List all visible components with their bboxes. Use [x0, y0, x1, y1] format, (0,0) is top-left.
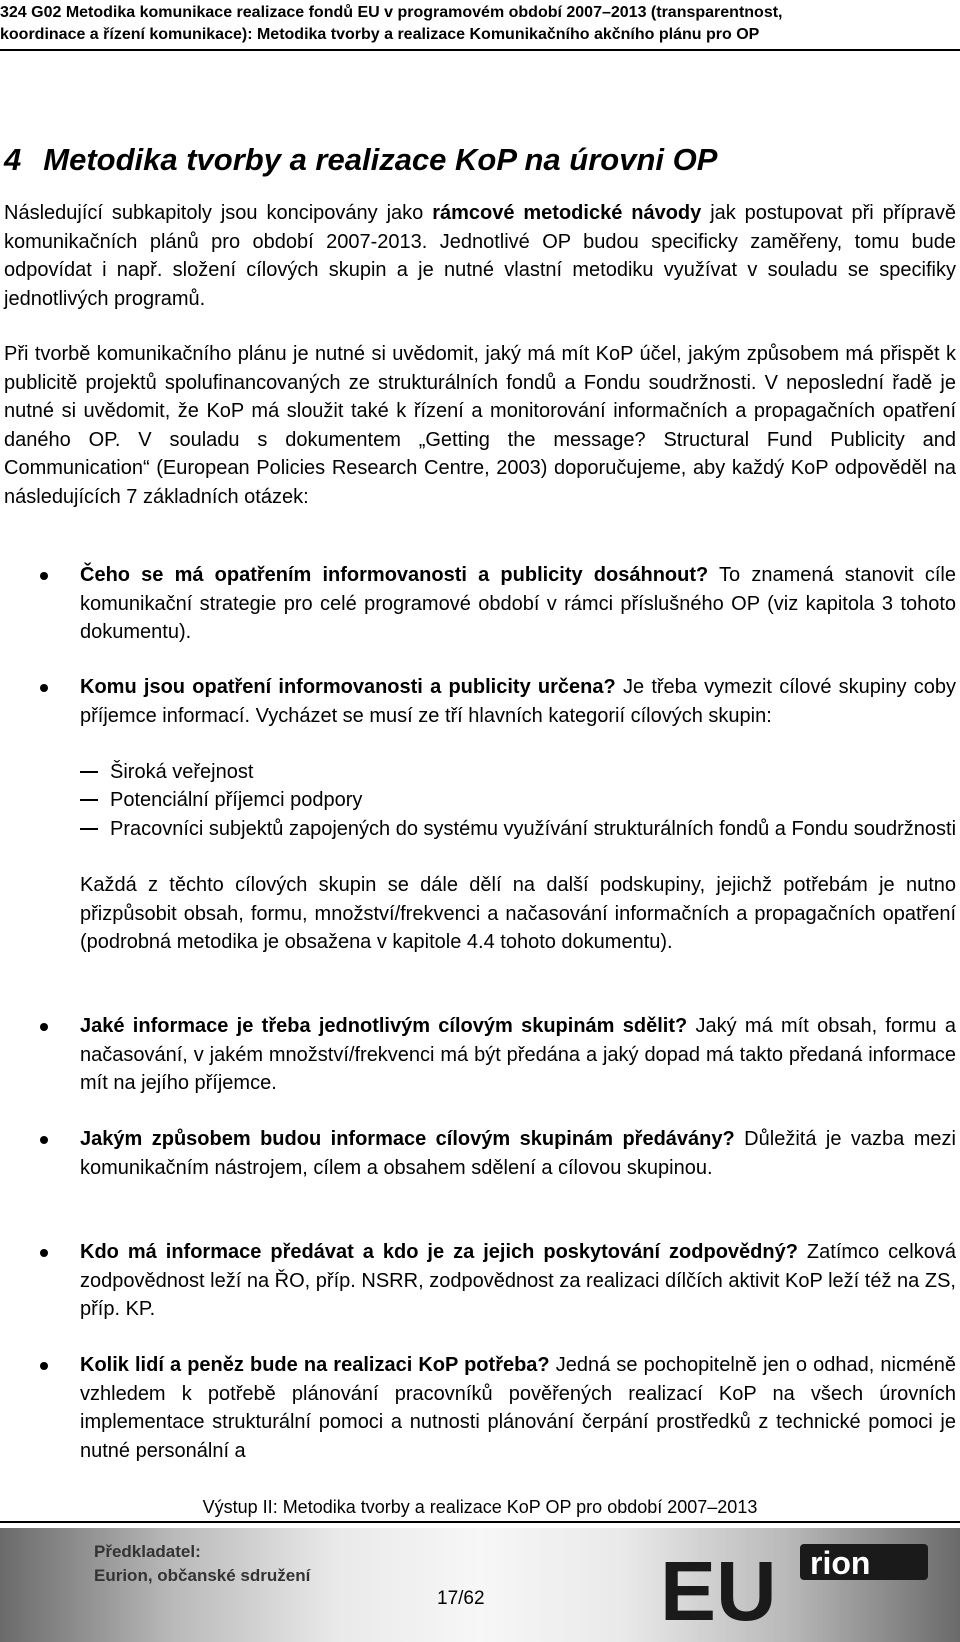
bullet-answer: To znamená stanovit cíle komunikační strategie pro celé programové období v rámci příslušného OP (viz kapitola 3 tohoto dokumentu).	[80, 564, 956, 643]
header-divider	[0, 49, 960, 51]
bullet-text	[80, 673, 956, 730]
bullet-dot-icon	[40, 1023, 48, 1031]
bullet-dot-icon	[40, 1362, 48, 1370]
bullet-dot-icon	[40, 1249, 48, 1257]
target-groups-note: Každá z těchto cílových skupin se dále dělí na další podskupiny, jejichž potřebám je nutno přizpůsobit obsah, formu, množství/frekvenci a načasování informačních a propagačních opatření (podrobná metodika je obsažena v kapitole 4.4 tohoto dokumentu).	[80, 874, 956, 953]
footer-divider	[0, 1521, 960, 1523]
proposer-label: Předkladatel:	[94, 1542, 201, 1561]
bullet-question: Jaké informace je třeba jednotlivým cílovým skupinám sdělit?	[80, 1015, 688, 1037]
proposer-organization: Eurion, občanské sdružení	[94, 1566, 311, 1585]
target-group-label: Široká veřejnost	[110, 761, 254, 783]
bullet-question: Jakým způsobem budou informace cílovým skupinám předávány?	[80, 1128, 735, 1150]
footer-title: Výstup II: Metodika tvorby a realizace KoP OP pro období 2007–2013	[202, 1497, 758, 1517]
dash-icon	[80, 799, 98, 801]
bullet-question: Kdo má informace předávat a kdo je za jejich poskytování zodpovědný?	[80, 1241, 798, 1263]
page-number: 17/62	[437, 1588, 485, 1609]
bullet-question: Komu jsou opatření informovanosti a publicity určena?	[80, 676, 616, 698]
bullet-question: Čeho se má opatřením informovanosti a publicity dosáhnout?	[80, 564, 709, 586]
dash-icon	[80, 771, 98, 773]
intro-text-start: Následující subkapitoly jsou koncipovány jako	[4, 202, 433, 224]
bullet-text	[80, 1351, 956, 1465]
header-line-2: koordinace a řízení komunikace): Metodika tvorby a realizace Komunikačního akčního plánu pro OP	[0, 26, 760, 43]
bullet-dot-icon	[40, 572, 48, 580]
proposer-block	[94, 1540, 310, 1588]
dash-icon	[80, 828, 98, 830]
eurion-logo	[650, 1542, 950, 1632]
bullet-text	[80, 1125, 956, 1182]
bullet-answer: Zatímco celková zodpovědnost leží na ŘO, příp. NSRR, zodpovědnost za realizaci dílčích aktivit KoP leží též na ZS, příp. KP.	[80, 1241, 956, 1320]
intro-paragraph	[4, 199, 956, 313]
intro-text-end: jak postupovat při přípravě komunikačních plánů pro období 2007-2013. Jednotlivé OP budou specificky zaměřeny, tomu bude odpovídat i např. složení cílových skupin a je nutné vlastní metodiku využívat v souladu se specifiky jednotlivých programů.	[4, 202, 956, 310]
bullet-text	[80, 561, 956, 647]
bullet-question: Kolik lidí a peněz bude na realizaci KoP potřeba?	[80, 1354, 550, 1376]
logo-main-text: EU	[660, 1544, 777, 1632]
bullet-answer: Jedná se pochopitelně jen o odhad, nicméně vzhledem k potřebě plánování pracovníků pověřených realizací KoP na všech úrovních implementace strukturální pomoci a nutnosti plánování čerpání prostředků z technické pomoci je nutné personální a	[80, 1354, 956, 1462]
target-group-label: Potenciální příjemci podpory	[110, 789, 363, 811]
bullet-answer: Důležitá je vazba mezi komunikačním nástrojem, cílem a obsahem sdělení a cílovou skupinou.	[80, 1128, 956, 1179]
bullet-answer: Jaký má mít obsah, formu a načasování, v jakém množství/frekvenci má být předána a jaký dopad má takto předaná informace mít na jejího příjemce.	[80, 1015, 956, 1094]
questions-intro-paragraph: Při tvorbě komunikačního plánu je nutné si uvědomit, jaký má mít KoP účel, jakým způsobem má přispět k publicitě projektů spolufinancovaných ze strukturálních fondů a Fondu soudržnosti. V neposlední řadě je nutné si uvědomit, že KoP má sloužit také k řízení a monitorování informačních a propagačních opatření daného OP. V souladu s dokumentem „Getting the message? Structural Fund Publicity and Communication“ (European Policies Research Centre, 2003) doporučujeme, aby každý KoP odpověděl na následujících 7 základních otázek:	[4, 343, 956, 508]
logo-sub-text: rion	[810, 1545, 871, 1581]
bullet-dot-icon	[40, 684, 48, 692]
bullet-answer: Je třeba vymezit cílové skupiny coby příjemce informací. Vycházet se musí ze tří hlavních kategorií cílových skupin:	[80, 676, 956, 727]
chapter-title: Metodika tvorby a realizace KoP na úrovni OP	[43, 142, 718, 177]
bullet-text	[80, 1238, 956, 1324]
target-group-label: Pracovníci subjektů zapojených do systému využívání strukturálních fondů a Fondu soudržnosti	[110, 818, 957, 840]
header-line-1: 324 G02 Metodika komunikace realizace fondů EU v programovém období 2007–2013 (transparentnost,	[0, 4, 783, 21]
bullet-dot-icon	[40, 1136, 48, 1144]
intro-bold-phrase: rámcové metodické návody	[432, 202, 702, 224]
chapter-heading	[4, 140, 717, 180]
running-header	[0, 2, 960, 46]
chapter-number: 4	[4, 142, 22, 177]
bullet-text	[80, 1012, 956, 1098]
